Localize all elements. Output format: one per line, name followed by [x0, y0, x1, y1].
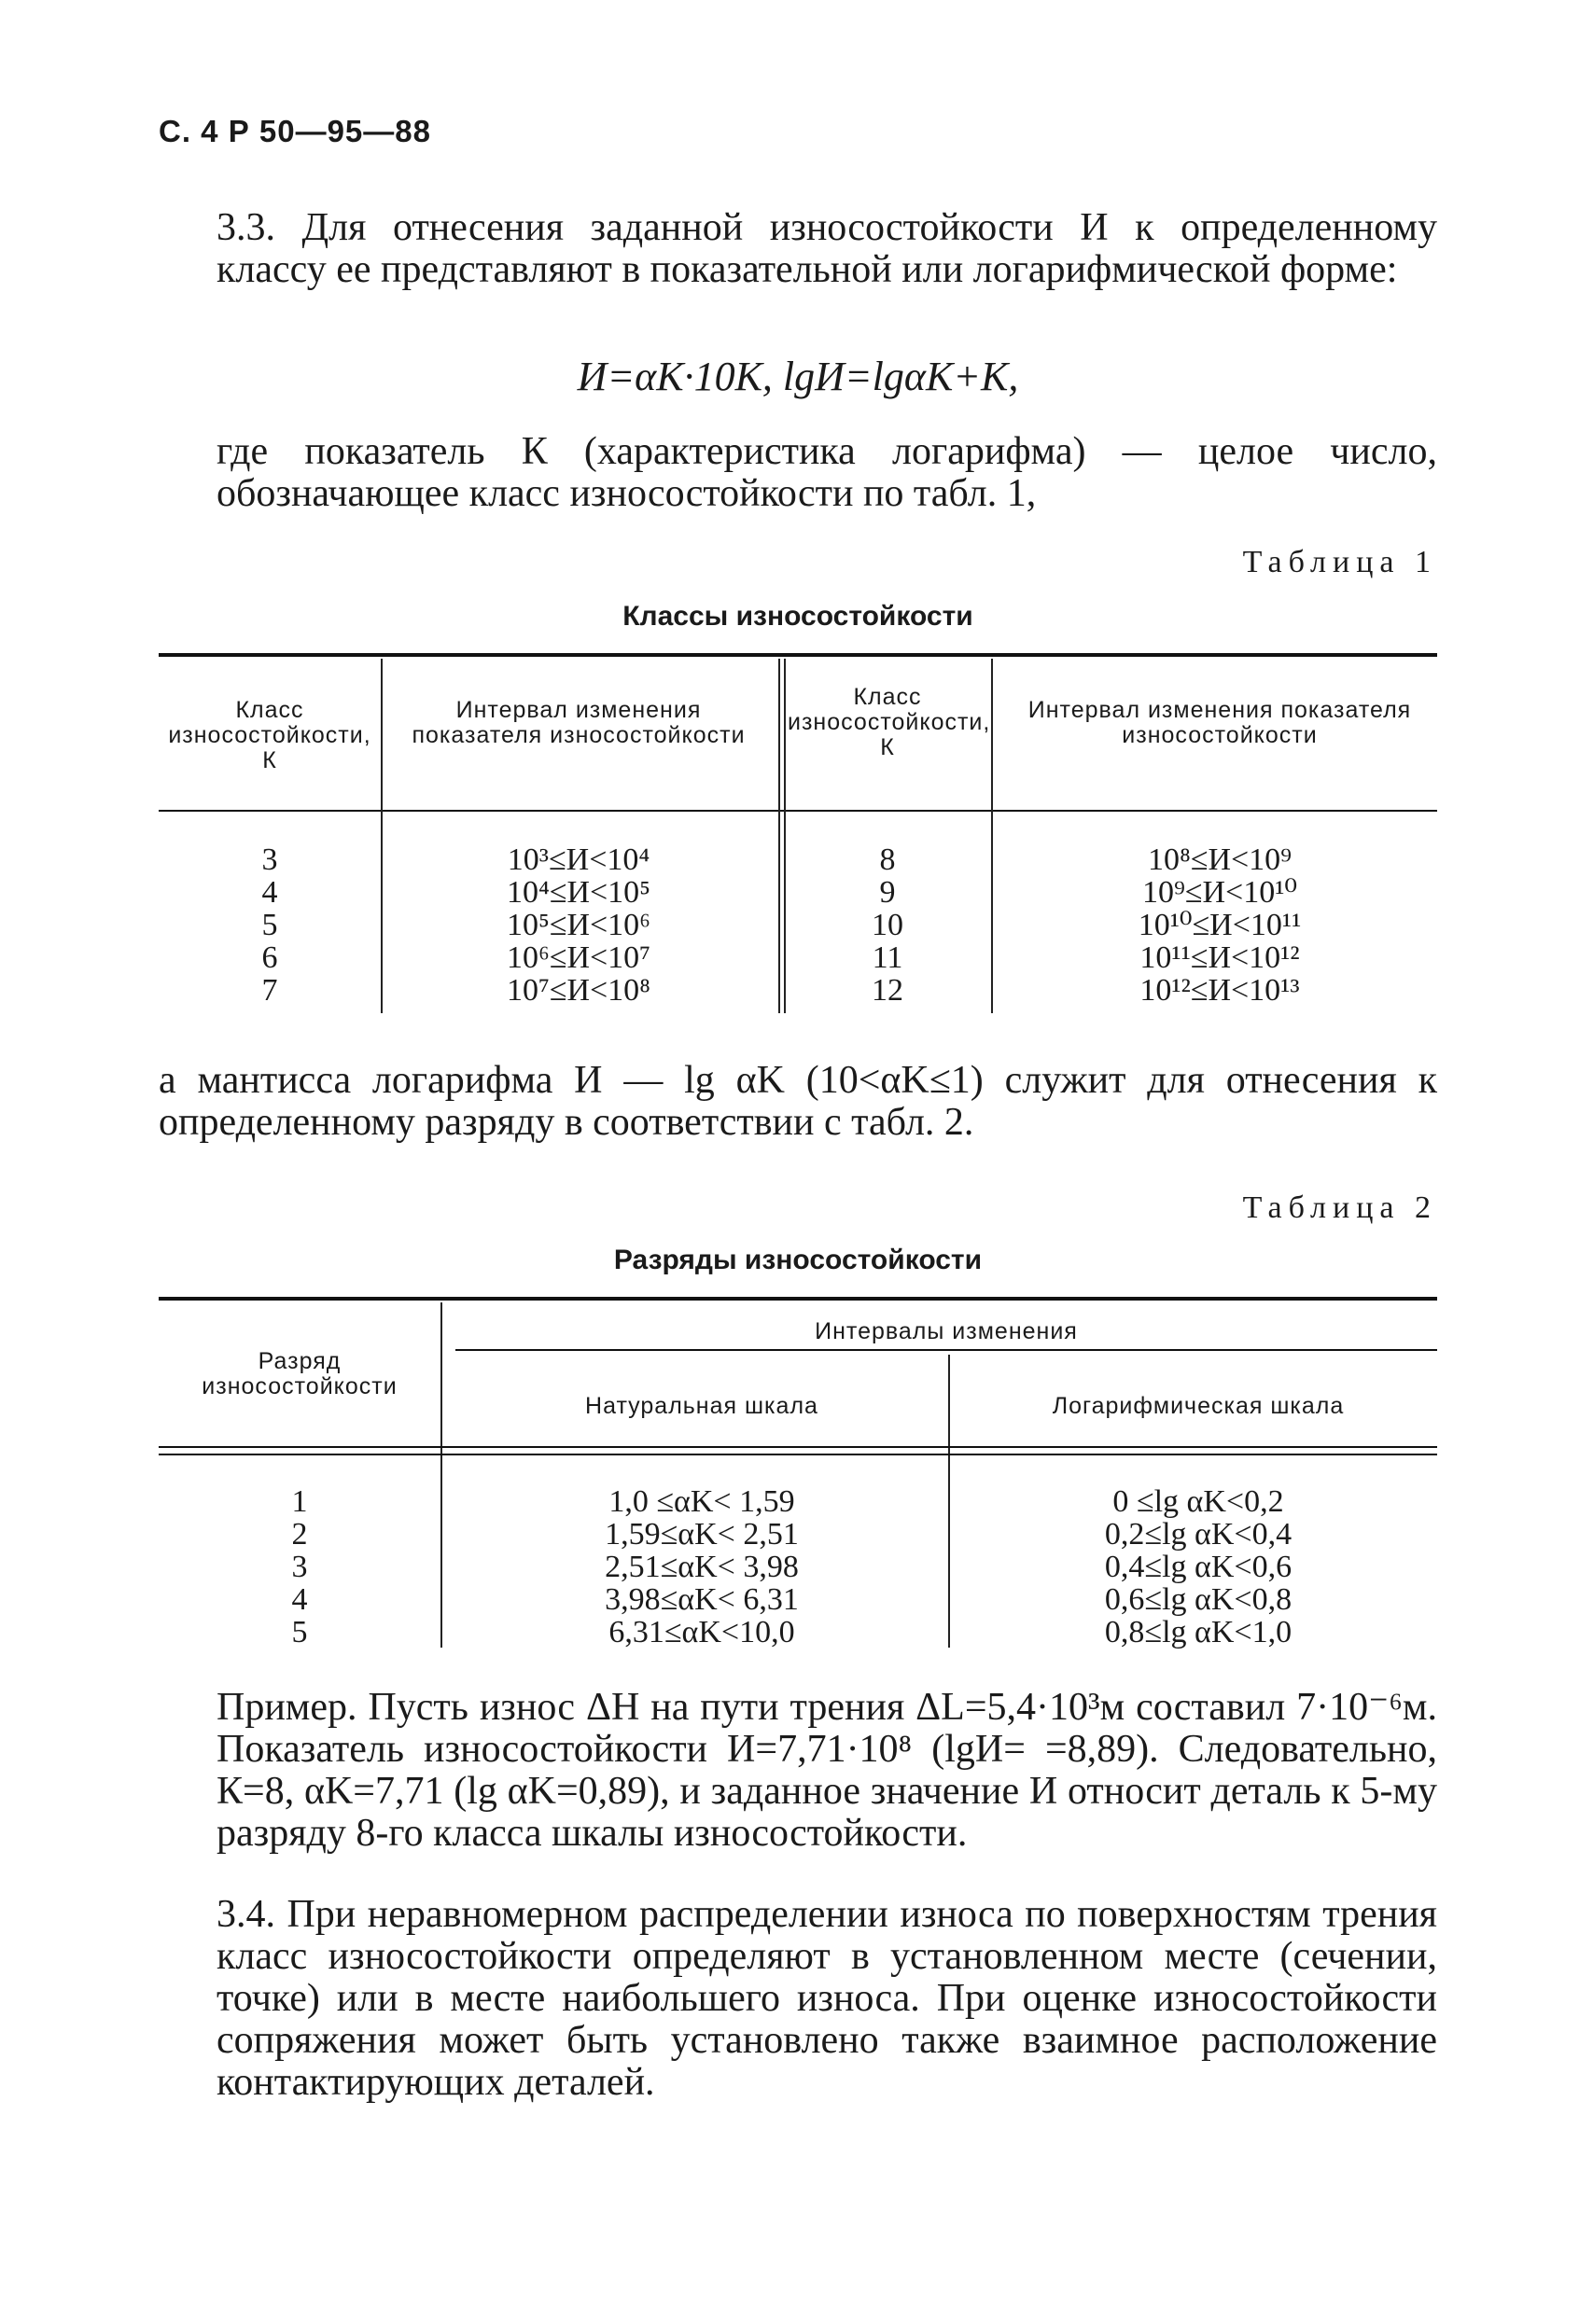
table1-col-interval — [392, 843, 765, 1007]
paragraph-text: 3.3. Для отнесения заданной износостойкости И к определенному классу ее представляют в показательной или логарифмической форме: — [217, 206, 1437, 291]
table2-cell: 0,2≤lg αK<0,4 — [1104, 1517, 1293, 1552]
table2-top-rule — [159, 1297, 1437, 1301]
table1-cell: 10¹¹≤И<10¹² — [1139, 940, 1300, 975]
table1-cell: 3 — [261, 842, 278, 877]
table1-cell: 10⁴≤И<10⁵ — [506, 875, 651, 910]
table2-group-rule — [455, 1349, 1437, 1351]
table2-cell: 0,8≤lg αK<1,0 — [1104, 1615, 1293, 1649]
table2-cell: 0,4≤lg αK<0,6 — [1104, 1550, 1293, 1584]
table1-header-interval: Интервал изменения показателя износостойкости — [412, 697, 746, 748]
table2-cell: 4 — [291, 1582, 308, 1617]
table2-cell: 1,0 ≤αK< 1,59 — [608, 1484, 795, 1519]
table1-top-rule — [159, 653, 1437, 657]
table2-divider — [948, 1355, 950, 1648]
paragraph-text: Пример. Пусть износ ΔН на пути трения ΔL=5,4·10³м составил 7·10⁻⁶м. Показатель износостойкости И=7,71·10⁸ (lgИ= =8,89). Следовательно, К=8, αK=7,71 (lg αK=0,89), и заданное значение И относит деталь к 5-му разряду 8-го класса шкалы износостойкости. — [217, 1686, 1437, 1855]
table1-cell: 10³≤И<10⁴ — [507, 842, 650, 877]
table2-header-rank: Разряд износостойкости — [202, 1348, 398, 1399]
table1-cell: 10 — [872, 908, 903, 942]
table1-cell: 8 — [879, 842, 896, 877]
table1-title: Классы износостойкости — [622, 601, 973, 632]
table2-header-group: Интервалы изменения — [815, 1318, 1078, 1344]
table1-cell: 5 — [261, 908, 278, 942]
table2-cell: 1 — [291, 1484, 308, 1519]
table2-header-rule — [159, 1446, 1437, 1455]
table1-cell: 7 — [261, 973, 278, 1008]
table2-cell: 5 — [291, 1615, 308, 1649]
paragraph-example — [159, 1687, 1437, 1855]
table1-cell: 10¹²≤И<10¹³ — [1139, 973, 1300, 1008]
table1-cell: 10⁶≤И<10⁷ — [506, 940, 651, 975]
table2-cell: 2 — [291, 1517, 308, 1552]
table2-title: Разряды износостойкости — [613, 1245, 983, 1275]
table1-cell: 10⁹≤И<10¹⁰ — [1141, 875, 1298, 910]
table1-col-class-2 — [788, 843, 987, 1007]
table2-divider — [440, 1302, 442, 1648]
table1-cell: 10⁵≤И<10⁶ — [506, 908, 651, 942]
paragraph-3-4 — [159, 1894, 1437, 2104]
table1-header-interval-2: Интервал изменения показателя износостойкости — [1027, 697, 1412, 748]
table1-col-interval-2 — [1002, 843, 1437, 1007]
table1-header-rule — [159, 810, 1437, 812]
paragraph-text: где показатель К (характеристика логарифма) — целое число, обозначающее класс износостойкости по табл. 1, — [217, 430, 1437, 515]
table1-cell: 10⁸≤И<10⁹ — [1147, 842, 1293, 877]
table2-number: Таблица 2 — [1242, 1190, 1437, 1225]
table1-divider — [991, 659, 993, 1013]
table1-header-class: Класс износостойкости, К — [168, 697, 371, 773]
paragraph-where — [159, 431, 1437, 515]
paragraph-3-3 — [159, 207, 1437, 291]
formula: И=αK·10K, lgИ=lgαK+K, — [577, 354, 1019, 399]
table2-cell: 1,59≤αK< 2,51 — [605, 1517, 799, 1552]
table2-cell: 0,6≤lg αK<0,8 — [1104, 1582, 1293, 1617]
table2-cell: 0 ≤lg αK<0,2 — [1112, 1484, 1284, 1519]
table2-col-rank — [159, 1485, 440, 1649]
table1-cell: 4 — [261, 875, 278, 910]
paragraph-text: 3.4. При неравномерном распределении износа по поверхностям трения класс износостойкости определяют в установленном месте (сечении, точке) или в месте наибольшего износа. При оценке износостойкости сопряжения может быть установлено также взаимное расположение контактирующих деталей. — [217, 1893, 1437, 2104]
table2-header-log: Логарифмическая шкала — [1052, 1393, 1345, 1419]
table1-number: Таблица 1 — [1242, 545, 1437, 579]
table2-col-natural — [455, 1485, 948, 1649]
table2-col-log — [959, 1485, 1437, 1649]
table2-cell: 2,51≤αK< 3,98 — [605, 1550, 799, 1584]
page-header: С. 4 Р 50—95—88 — [159, 114, 431, 148]
table1-cell: 12 — [872, 973, 903, 1008]
table2-cell: 3,98≤αK< 6,31 — [605, 1582, 799, 1617]
table1-header-class-2: Класс износостойкости, К — [788, 684, 991, 760]
table1-cell: 6 — [261, 940, 278, 975]
paragraph-text: а мантисса логарифма И — lg αK (10<αK≤1) служит для отнесения к определенному разряду в соответствии с табл. 2. — [159, 1059, 1437, 1144]
table1-cell: 9 — [879, 875, 896, 910]
table1-col-class — [159, 843, 381, 1007]
table1-cell: 10⁷≤И<10⁸ — [506, 973, 651, 1008]
table1-divider-double — [778, 659, 786, 1013]
table1-cell: 10¹⁰≤И<10¹¹ — [1138, 908, 1302, 942]
paragraph-mantissa — [159, 1060, 1437, 1144]
table2-cell: 6,31≤αK<10,0 — [608, 1615, 795, 1649]
table2-header-natural: Натуральная шкала — [585, 1393, 818, 1419]
table1-divider — [381, 659, 383, 1013]
table2-cell: 3 — [291, 1550, 308, 1584]
table1-cell: 11 — [872, 940, 903, 975]
